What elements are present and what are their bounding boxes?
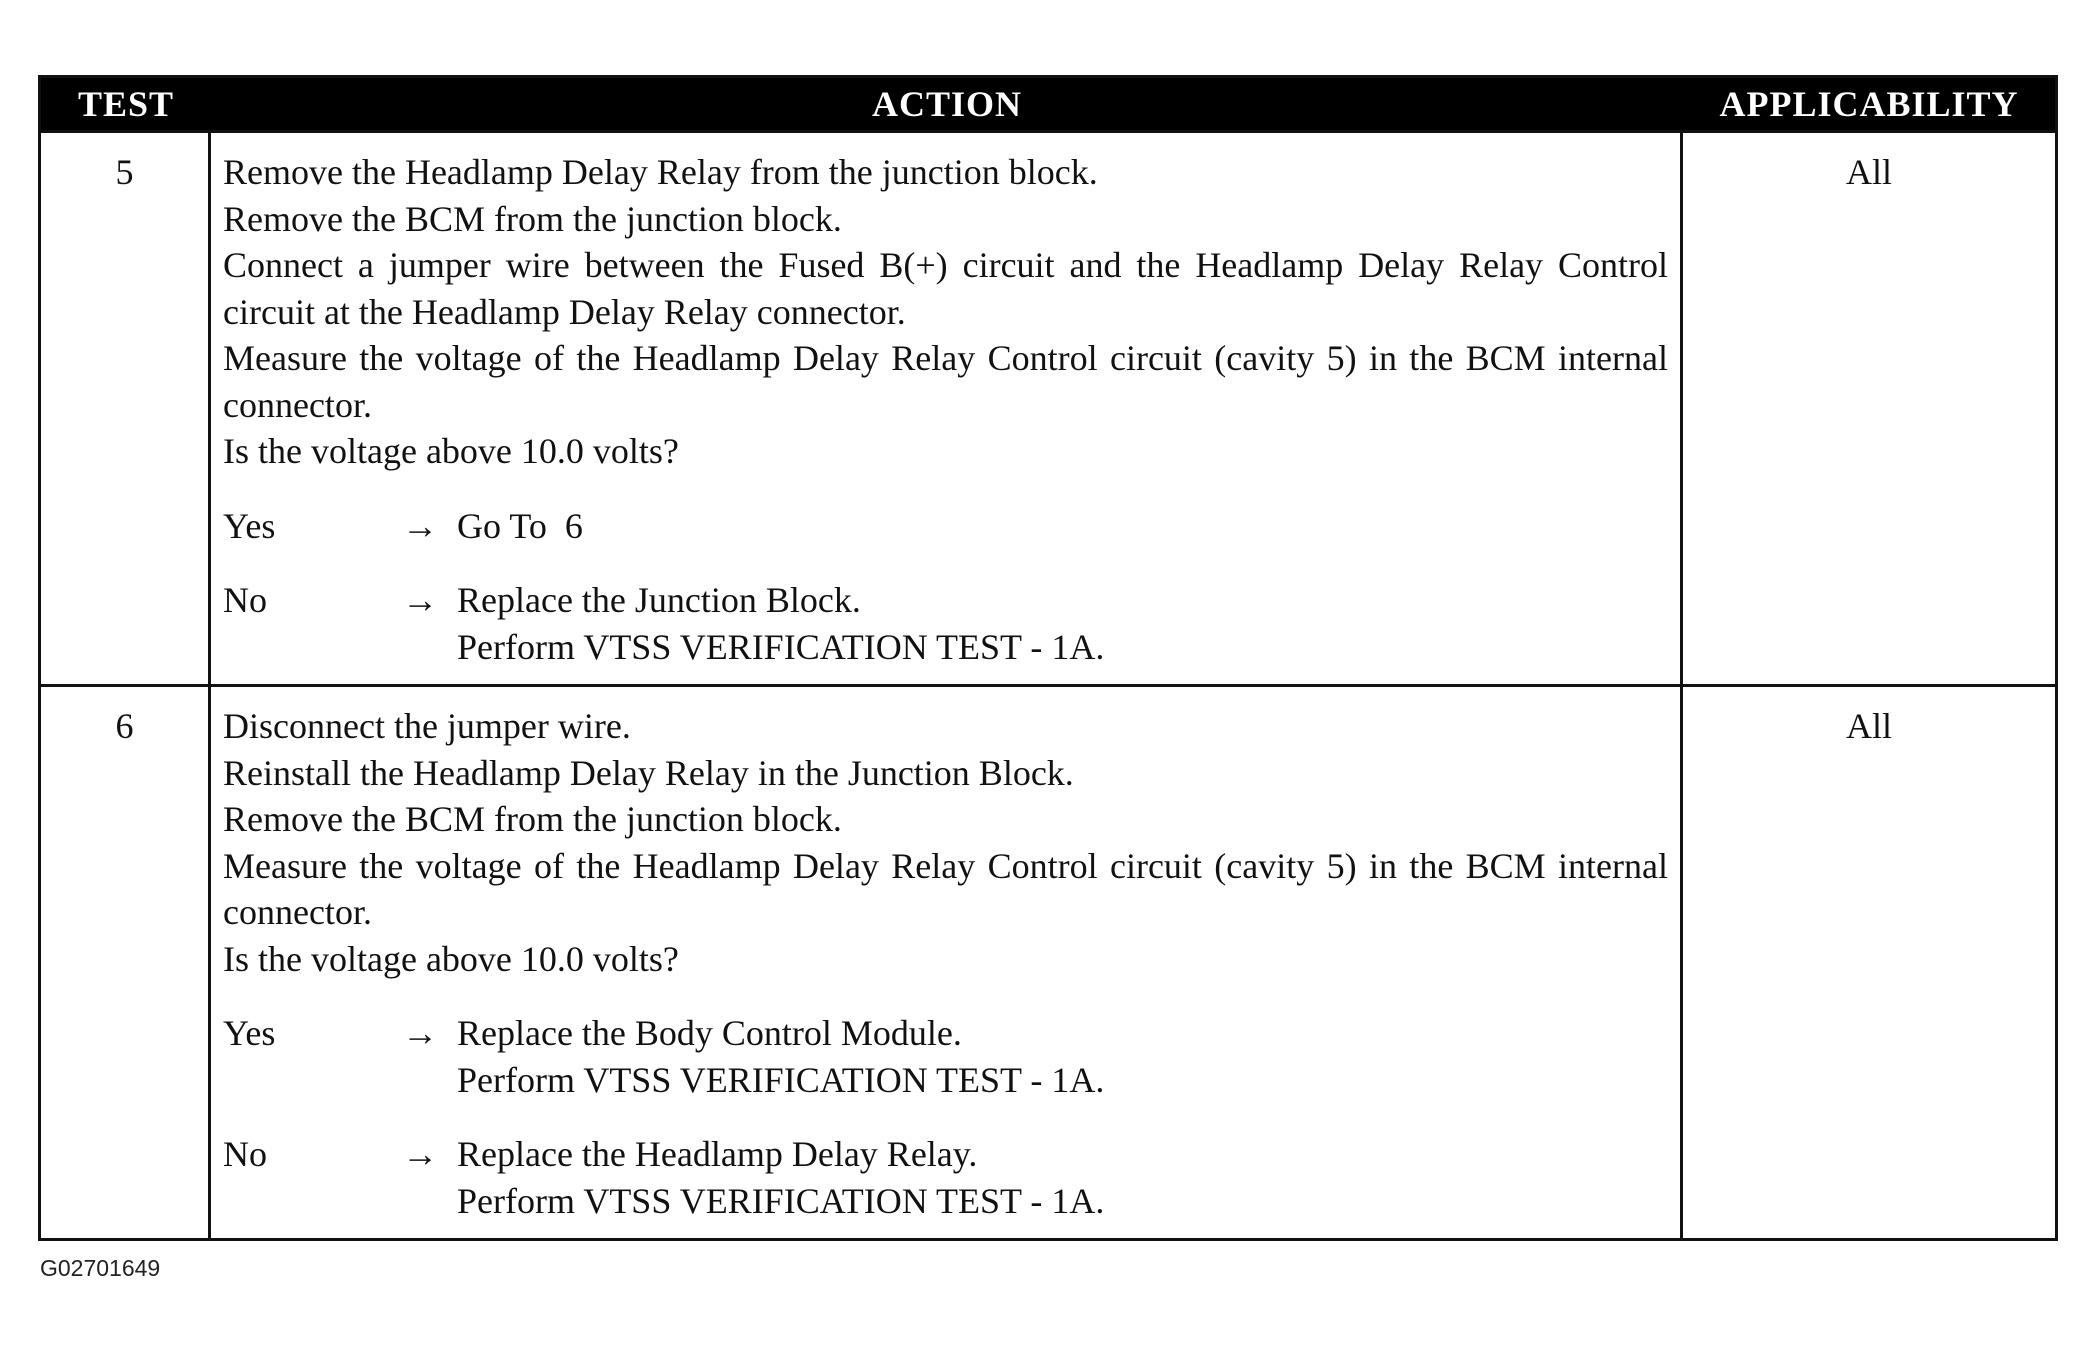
outcome-line: Replace the Body Control Module. xyxy=(457,1013,962,1053)
outcome-line: Replace the Headlamp Delay Relay. xyxy=(457,1134,978,1174)
outcome-answer: Yes xyxy=(223,1013,276,1053)
header-test: TEST xyxy=(77,84,175,124)
action-step: Disconnect the jumper wire. xyxy=(223,706,631,746)
outcome-answer: No xyxy=(223,580,267,620)
test-number: 6 xyxy=(41,687,211,1238)
action-steps xyxy=(223,703,1668,982)
right-arrow-icon: → xyxy=(402,1134,438,1174)
test-number: 5 xyxy=(41,133,211,684)
applicability-value: All xyxy=(1845,152,1892,192)
outcome-no xyxy=(223,1131,1668,1224)
outcome-result xyxy=(457,1010,1668,1103)
outcome-line: Replace the Junction Block. xyxy=(457,580,861,620)
table-row xyxy=(41,130,2055,684)
right-arrow-icon: → xyxy=(402,1013,438,1053)
action-step: Reinstall the Headlamp Delay Relay in the Junction Block. xyxy=(223,752,1074,793)
outcome-result xyxy=(457,577,1668,670)
action-step: Measure the voltage of the Headlamp Delay Relay Control circuit (cavity 5) in the BCM internal connector. xyxy=(223,338,1668,425)
right-arrow-icon: → xyxy=(402,580,438,620)
action-step: Remove the BCM from the junction block. xyxy=(223,799,842,839)
outcome-line: Perform VTSS VERIFICATION TEST - 1A. xyxy=(457,1180,1105,1221)
right-arrow-icon: → xyxy=(402,505,438,546)
figure-id: G02701649 xyxy=(40,1255,161,1281)
applicability-value: All xyxy=(1845,706,1892,746)
outcome-answer: No xyxy=(223,1134,267,1174)
outcome-yes xyxy=(223,503,1668,550)
action-step: Is the voltage above 10.0 volts? xyxy=(223,938,679,979)
action-cell xyxy=(211,687,1683,1238)
action-cell xyxy=(211,133,1683,684)
table-header xyxy=(41,78,2055,130)
outcome-line: Perform VTSS VERIFICATION TEST - 1A. xyxy=(457,626,1105,667)
action-step: Measure the voltage of the Headlamp Delay Relay Control circuit (cavity 5) in the BCM internal connector. xyxy=(223,845,1668,932)
table-row xyxy=(41,684,2055,1238)
outcome-yes xyxy=(223,1010,1668,1103)
header-action: ACTION xyxy=(871,84,1023,124)
action-step: Remove the Headlamp Delay Relay from the junction block. xyxy=(223,152,1098,192)
action-step: Connect a jumper wire between the Fused B(+) circuit and the Headlamp Delay Relay Control circuit at the Headlamp Delay Relay connector. xyxy=(223,245,1668,332)
outcome-result xyxy=(457,1131,1668,1224)
action-step: Is the voltage above 10.0 volts? xyxy=(223,431,679,471)
outcome-result xyxy=(457,503,1668,550)
outcome-line: Perform VTSS VERIFICATION TEST - 1A. xyxy=(457,1059,1105,1100)
outcome-no xyxy=(223,577,1668,670)
action-step: Remove the BCM from the junction block. xyxy=(223,198,842,239)
diagnostic-test-table xyxy=(38,75,2058,1241)
outcome-answer: Yes xyxy=(223,505,276,546)
outcome-line: Go To 6 xyxy=(457,505,583,546)
action-steps xyxy=(223,149,1668,475)
header-applicability: APPLICABILITY xyxy=(1719,84,2019,124)
